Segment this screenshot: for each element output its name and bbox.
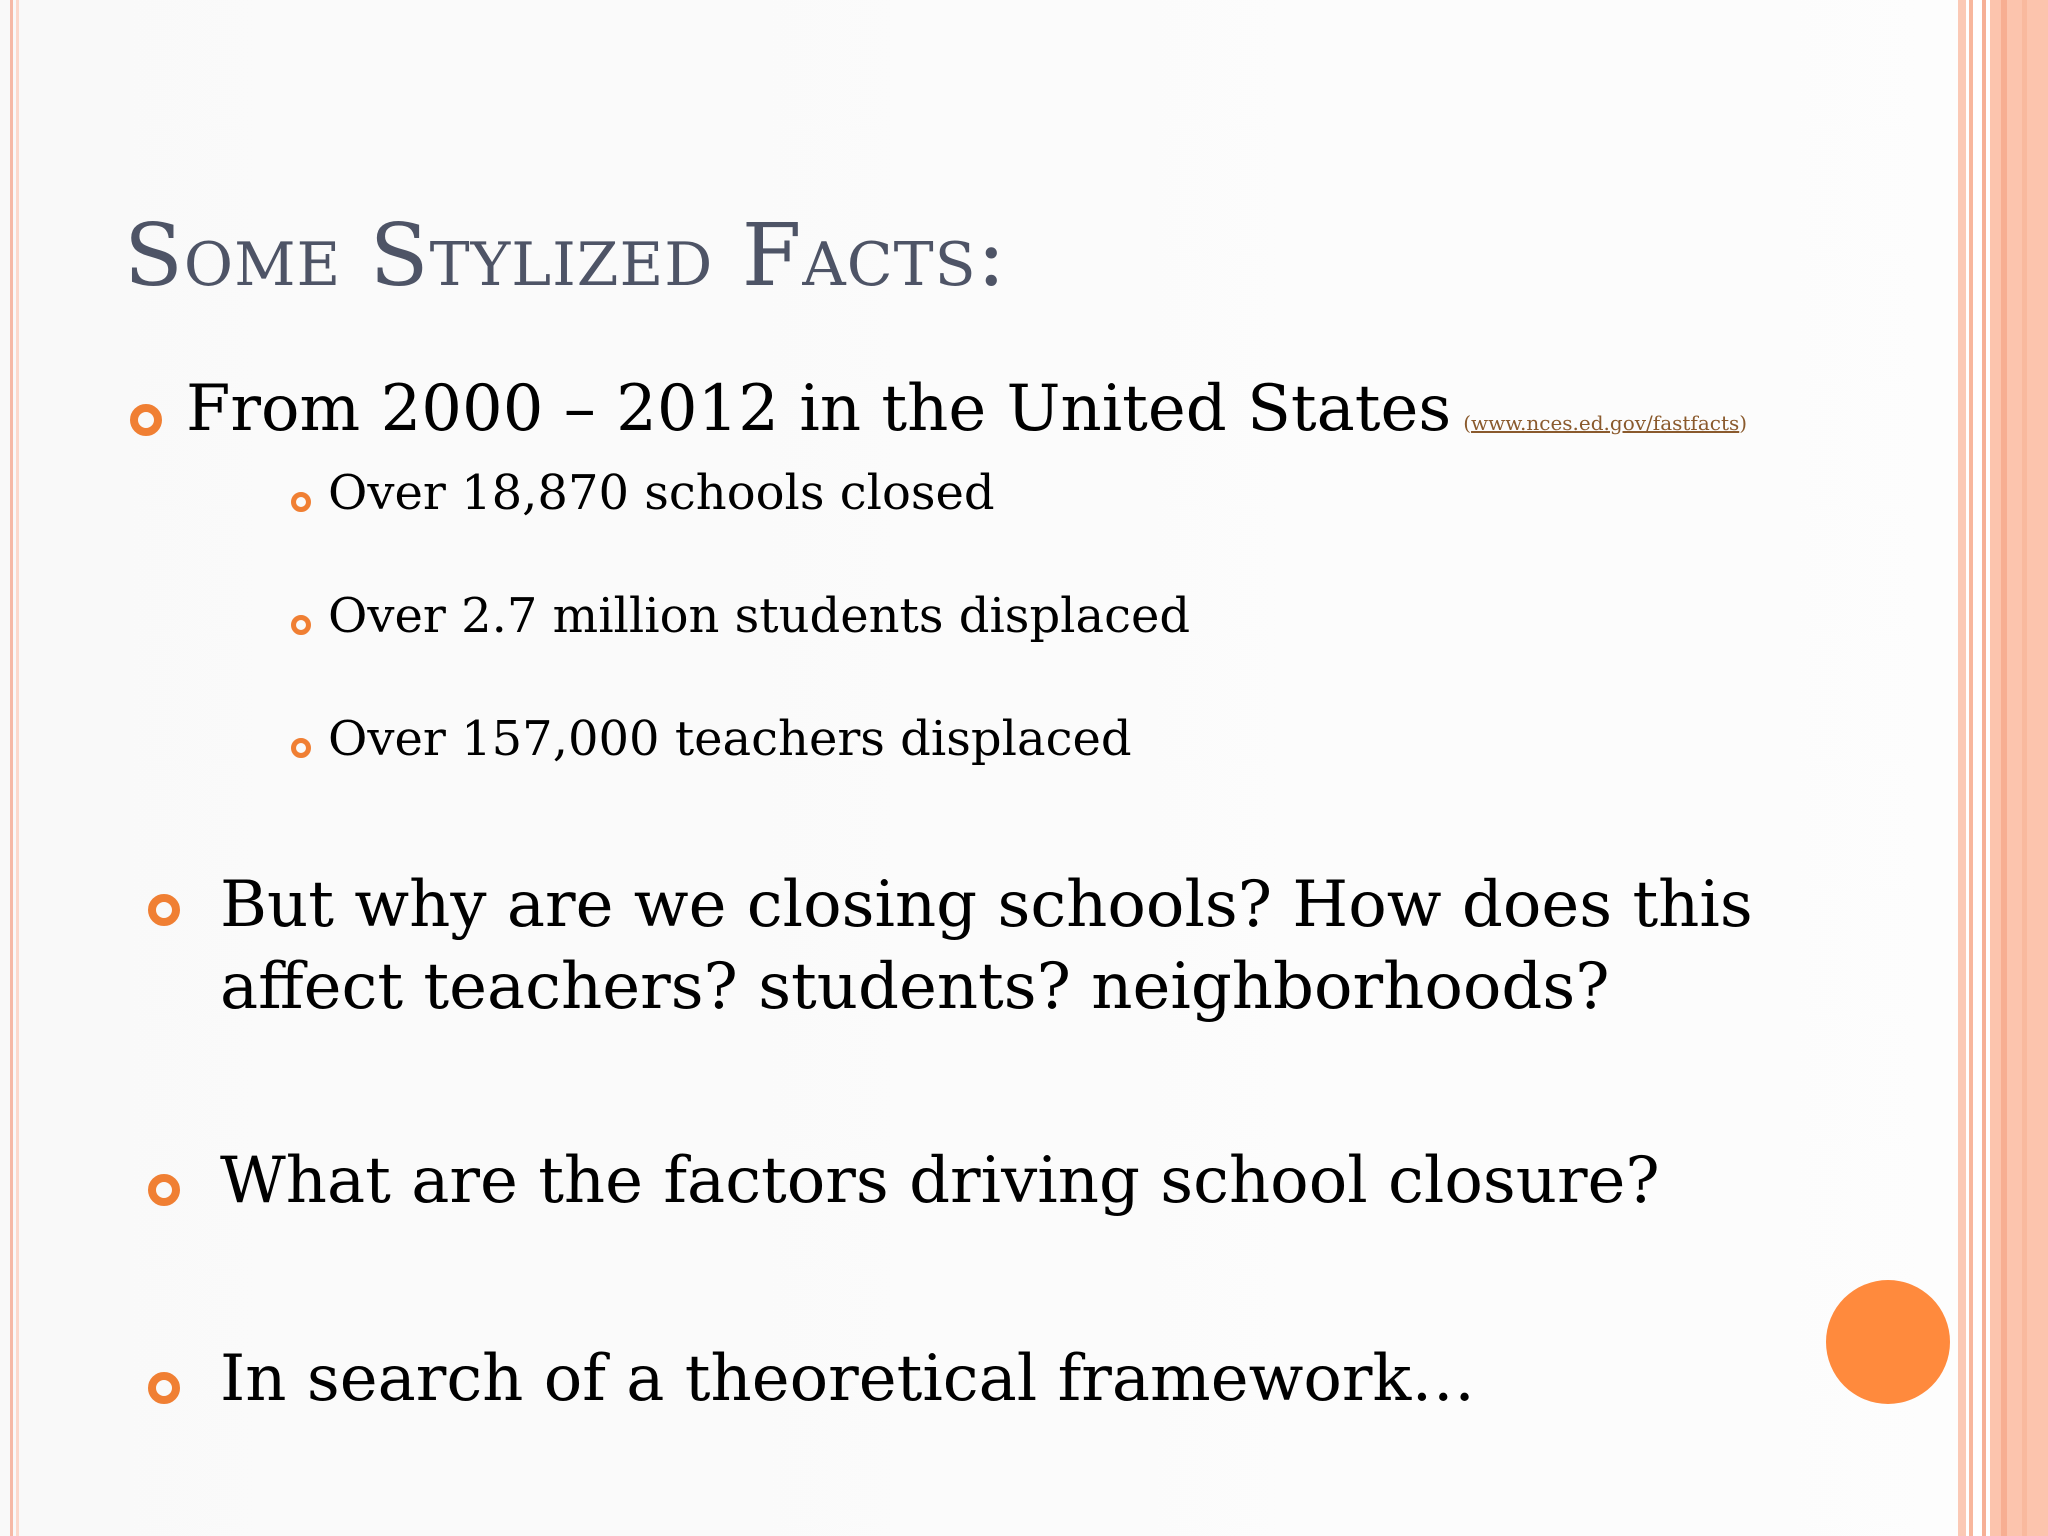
orange-circle bbox=[1826, 1280, 1950, 1404]
sub-bullet-teachers-displaced: Over 157,000 teachers displaced bbox=[328, 711, 1132, 767]
right-border-band bbox=[1990, 0, 2048, 1536]
slide-title: Some Stylized Facts: bbox=[124, 206, 1007, 306]
ring-bullet-icon bbox=[148, 1372, 180, 1404]
sub-bullet-schools-closed: Over 18,870 schools closed bbox=[328, 465, 995, 521]
ring-bullet-icon bbox=[130, 404, 162, 436]
bullet-from-2000-2012 bbox=[186, 372, 1747, 446]
right-border-stripe bbox=[1958, 0, 1966, 1536]
left-border-line-inner bbox=[16, 0, 19, 1536]
bullet-text: From 2000 – 2012 in the United States bbox=[186, 372, 1452, 446]
left-border-line bbox=[10, 0, 13, 1536]
bullet-why-closing-schools: But why are we closing schools? How does this affect teachers? students? neighborhoods? bbox=[220, 868, 1753, 1024]
right-border-stripe bbox=[2001, 0, 2007, 1536]
ring-bullet-icon bbox=[291, 615, 311, 635]
source-link[interactable]: www.nces.ed.gov/fastfacts bbox=[1471, 411, 1740, 435]
source-citation: (www.nces.ed.gov/fastfacts) bbox=[1463, 411, 1748, 435]
bullet-theoretical-framework: In search of a theoretical framework… bbox=[220, 1342, 1476, 1416]
right-border-stripe bbox=[2022, 0, 2027, 1536]
ring-bullet-icon bbox=[291, 738, 311, 758]
ring-bullet-icon bbox=[291, 492, 311, 512]
sub-bullet-students-displaced: Over 2.7 million students displaced bbox=[328, 588, 1191, 644]
bullet-factors-driving-closure: What are the factors driving school closure? bbox=[220, 1144, 1660, 1218]
right-border-gap bbox=[1973, 0, 1982, 1536]
ring-bullet-icon bbox=[148, 1174, 180, 1206]
ring-bullet-icon bbox=[148, 894, 180, 926]
